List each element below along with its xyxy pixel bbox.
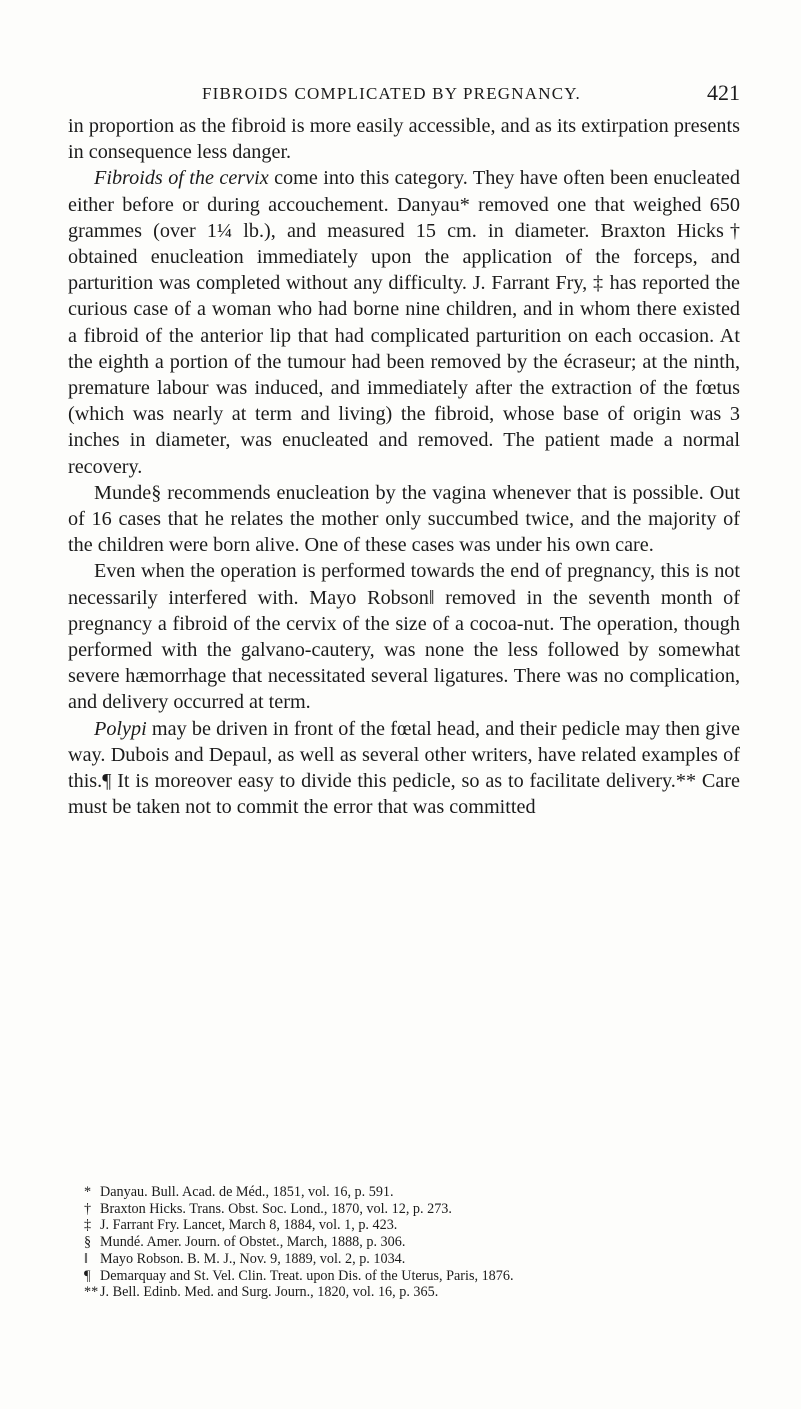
footnote-text: Mundé. Amer. Journ. of Obstet., March, 1888, p. 306.	[100, 1234, 406, 1251]
italic-heading-fibroids-of-cervix: Fibroids of the cervix	[94, 167, 269, 190]
footnote-mark: †	[84, 1200, 92, 1217]
footnote-text: Demarquay and St. Vel. Clin. Treat. upon Dis. of the Uterus, Paris, 1876.	[100, 1267, 514, 1284]
footnote-mark: **	[84, 1284, 99, 1301]
running-title: FIBROIDS COMPLICATED BY PREGNANCY.	[202, 84, 581, 103]
footnote-text: Braxton Hicks. Trans. Obst. Soc. Lond., 1870, vol. 12, p. 273.	[100, 1200, 452, 1217]
paragraph-polypi	[68, 716, 740, 821]
footnote-mark: §	[84, 1234, 92, 1251]
footnote	[84, 1201, 744, 1218]
footnote	[84, 1284, 744, 1301]
italic-heading-polypi: Polypi	[94, 717, 147, 740]
paragraph-munde: Munde§ recommends enucleation by the vagina whenever that is possible. Out of 16 cases that he relates the mother only succumbed twice, and the majority of the children were born alive. One of these cases was under his own care.	[68, 481, 740, 557]
footnote	[84, 1268, 744, 1285]
paragraph-fibroids-of-cervix	[68, 165, 740, 479]
footnote-mark: ‡	[84, 1217, 92, 1234]
footnote-text: Danyau. Bull. Acad. de Méd., 1851, vol. 16, p. 591.	[100, 1184, 394, 1200]
footnote-text: J. Bell. Edinb. Med. and Surg. Journ., 1820, vol. 16, p. 365.	[100, 1284, 439, 1301]
footnote	[84, 1234, 744, 1251]
footnote-mark: *	[84, 1184, 92, 1200]
footnote	[84, 1184, 744, 1201]
footnote-mark: ¶	[84, 1267, 91, 1284]
paragraph-polypi-text: may be driven in front of the fœtal head, and their pedicle may then give way. Dubois and Depaul, as well as several other writers, have related examples of this.¶ It is moreover easy to divide this pedicle, so as to facilitate delivery.** Care must be taken not to commit the error that was committed	[68, 717, 740, 819]
footnote-mark: ‖	[84, 1250, 88, 1267]
footnote-text: J. Farrant Fry. Lancet, March 8, 1884, vol. 1, p. 423.	[100, 1217, 398, 1234]
paragraph-continuation: in proportion as the fibroid is more easily accessible, and as its extirpation presents in consequence less danger.	[68, 115, 740, 164]
footnote	[84, 1217, 744, 1234]
paragraph-fibroids-text: come into this category. They have often been enucleated either before or during accouchement. Danyau* removed one that weighed 650 grammes (over 1¼ lb.), and measured 15 cm. in diameter. Braxton Hicks† obtained enucleation immediately upon the application of the forceps, and parturition was completed without any difficulty. J. Farrant Fry, ‡ has reported the curious case of a woman who had borne nine children, and in whom there existed a fibroid of the anterior lip that had complicated parturition on each occasion. At the eighth a portion of the tumour had been removed by the écraseur; at the ninth, premature labour was induced, and immediately after the extraction of the fœtus (which was nearly at term and living) the fibroid, whose base of origin was 3 inches in diameter, was enucleated and removed. The patient made a normal recovery.	[68, 167, 740, 478]
body-text	[68, 113, 740, 820]
paragraph-late-pregnancy: Even when the operation is performed towards the end of pregnancy, this is not necessarily interfered with. Mayo Robson‖ removed in the seventh month of pregnancy a fibroid of the cervix of the size of a cocoa-nut. The operation, though performed with the galvano-cautery, was none the less followed by somewhat severe hæmorrhage that necessitated several ligatures. There was no complication, and delivery occurred at term.	[68, 560, 740, 714]
footnotes	[84, 1184, 744, 1301]
page-number: 421	[707, 80, 740, 105]
footnote-text: Mayo Robson. B. M. J., Nov. 9, 1889, vol. 2, p. 1034.	[100, 1250, 406, 1267]
running-head	[68, 78, 740, 106]
footnote	[84, 1251, 744, 1268]
